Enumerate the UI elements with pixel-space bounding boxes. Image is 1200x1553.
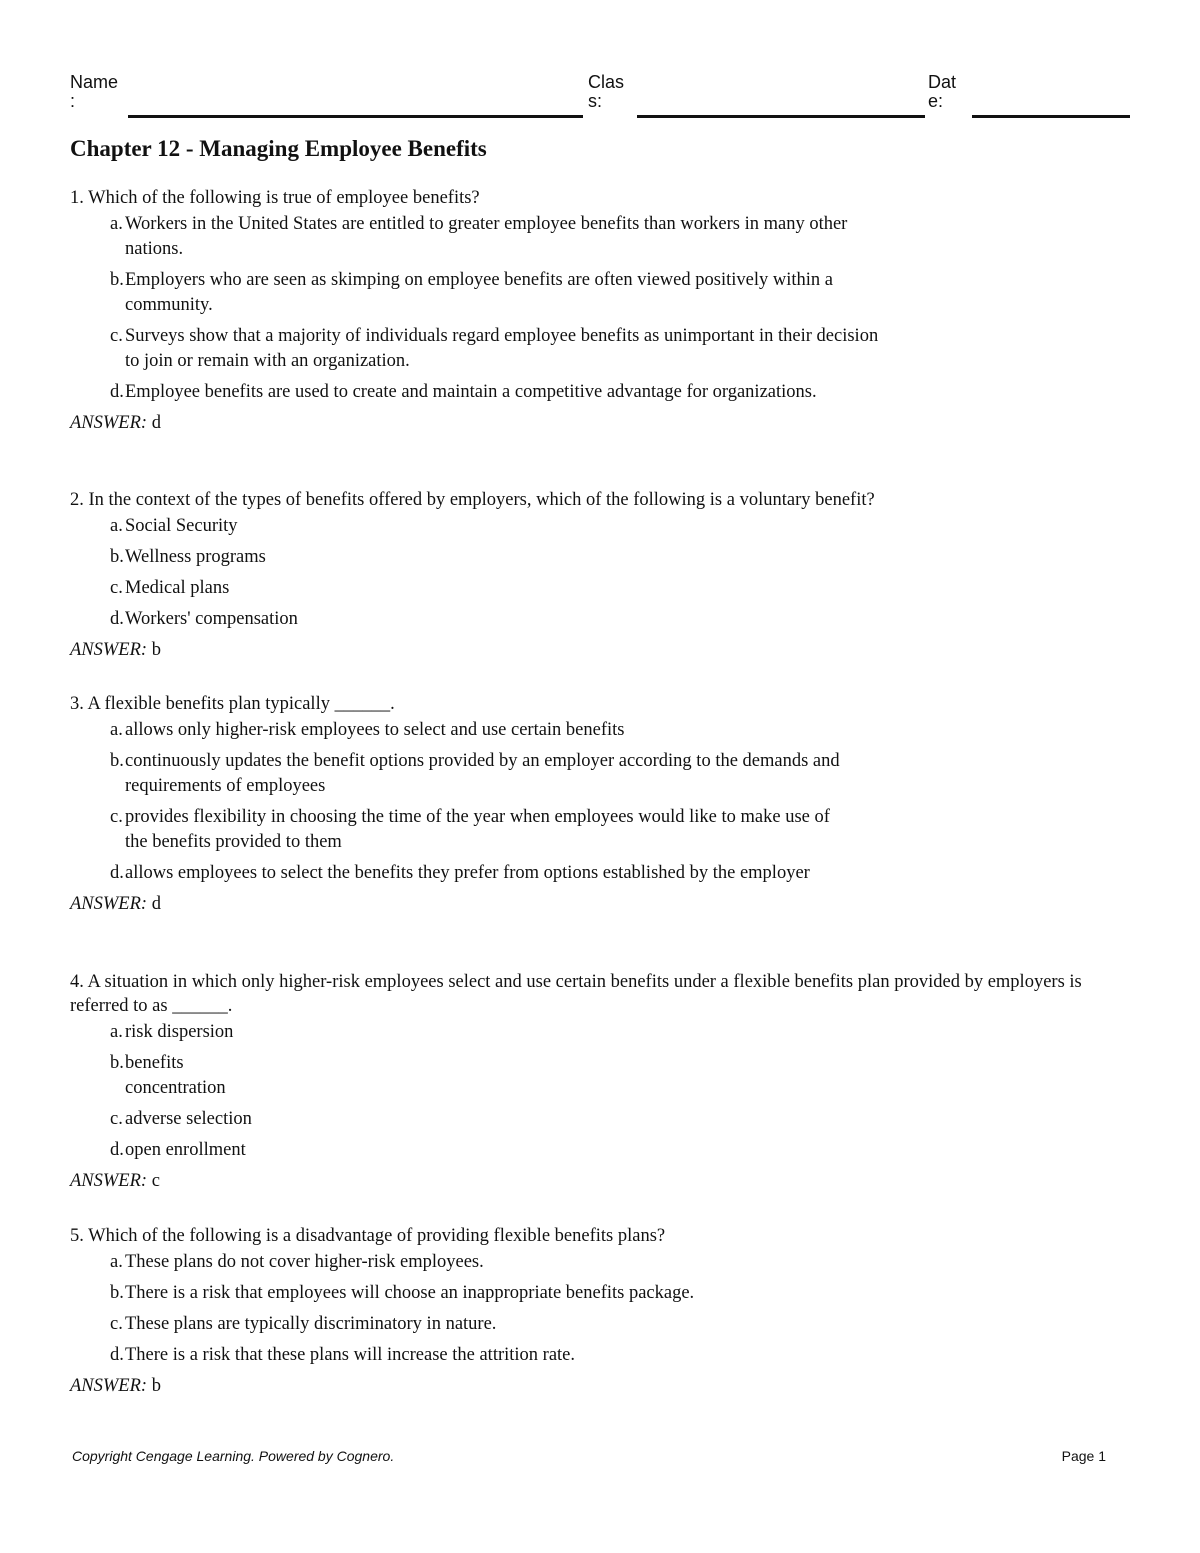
option-letter: a.: [110, 214, 123, 234]
option-letter: a.: [110, 1252, 123, 1272]
answer-option: [70, 1107, 1130, 1132]
option-text: risk dispersion: [125, 1022, 234, 1042]
question: [70, 186, 1130, 435]
option-letter: d.: [110, 609, 124, 629]
answer-option: [70, 607, 1130, 632]
option-letter: b.: [110, 547, 124, 567]
option-text: continuously updates the benefit options provided by an employer according to the demands and requirements of employees: [125, 751, 840, 796]
option-text: Employee benefits are used to create and maintain a competitive advantage for organizations.: [125, 382, 817, 402]
answer-value: d: [151, 894, 161, 914]
name-field-line[interactable]: [128, 115, 583, 118]
option-text: allows only higher-risk employees to select and use certain benefits: [125, 720, 625, 740]
answer-label: ANSWER:: [70, 413, 148, 433]
option-letter: a.: [110, 1022, 123, 1042]
question-stem: 5. Which of the following is a disadvantage of providing flexible benefits plans?: [70, 1226, 666, 1246]
option-letter: a.: [110, 720, 123, 740]
answer-value: b: [151, 1376, 161, 1396]
option-text: open enrollment: [125, 1140, 246, 1160]
answer-key: [70, 411, 1130, 435]
option-text: allows employees to select the benefits they prefer from options established by the employer: [125, 863, 810, 883]
name-label: Name :: [70, 72, 119, 111]
page-number: Page 1: [1061, 1448, 1106, 1464]
answer-option: [70, 1138, 1130, 1163]
option-letter: c.: [110, 807, 123, 827]
answer-value: d: [151, 413, 161, 433]
option-letter: b.: [110, 1053, 124, 1073]
answer-option: [70, 1250, 1130, 1275]
question-stem: 3. A flexible benefits plan typically ______.: [70, 694, 395, 714]
question: [70, 488, 1130, 662]
option-text: These plans do not cover higher-risk employees.: [125, 1252, 484, 1272]
option-letter: b.: [110, 1283, 124, 1303]
answer-key: [70, 1169, 1130, 1193]
option-text: Social Security: [125, 516, 238, 536]
option-text: There is a risk that these plans will increase the attrition rate.: [125, 1345, 576, 1365]
question-stem: 2. In the context of the types of benefits offered by employers, which of the following is a voluntary benefit?: [70, 490, 875, 510]
option-text: Workers in the United States are entitled to greater employee benefits than workers in many other nations.: [125, 214, 848, 259]
option-letter: b.: [110, 270, 124, 290]
option-text: provides flexibility in choosing the time of the year when employees would like to make use of the benefits provided to them: [125, 807, 830, 852]
option-letter: c.: [110, 1314, 123, 1334]
answer-option: [70, 1312, 1130, 1337]
question: [70, 1224, 1130, 1398]
answer-key: [70, 1374, 1130, 1398]
option-text: These plans are typically discriminatory in nature.: [125, 1314, 497, 1334]
answer-option: [70, 380, 825, 405]
date-field-line[interactable]: [972, 115, 1130, 118]
answer-label: ANSWER:: [70, 1171, 148, 1191]
answer-option: [70, 749, 855, 799]
answer-option: [70, 1051, 265, 1101]
option-letter: c.: [110, 1109, 123, 1129]
question: [70, 970, 1130, 1193]
answer-option: [70, 545, 1130, 570]
answer-option: [70, 805, 855, 855]
date-label: Dat e:: [928, 72, 957, 111]
answer-key: [70, 892, 1130, 916]
question-stem: 1. Which of the following is true of employee benefits?: [70, 188, 480, 208]
question: [70, 692, 1130, 916]
option-letter: d.: [110, 1140, 124, 1160]
option-letter: c.: [110, 578, 123, 598]
option-letter: b.: [110, 751, 124, 771]
page-title: Chapter 12 - Managing Employee Benefits: [70, 136, 487, 161]
answer-option: [70, 576, 1130, 601]
answer-option: [70, 1343, 1130, 1368]
answer-option: [70, 861, 855, 886]
answer-option: [70, 324, 885, 374]
answer-option: [70, 514, 1130, 539]
answer-label: ANSWER:: [70, 894, 148, 914]
answer-option: [70, 1281, 765, 1306]
option-text: benefits concentration: [125, 1053, 226, 1098]
answer-value: b: [151, 640, 161, 660]
answer-option: [70, 1020, 1130, 1045]
option-text: Surveys show that a majority of individuals regard employee benefits as unimportant in their decision to join or remain with an organization.: [125, 326, 879, 371]
answer-option: [70, 212, 885, 262]
option-text: Medical plans: [125, 578, 230, 598]
option-letter: a.: [110, 516, 123, 536]
option-letter: d.: [110, 1345, 124, 1365]
option-text: adverse selection: [125, 1109, 252, 1129]
answer-option: [70, 268, 885, 318]
answer-label: ANSWER:: [70, 1376, 148, 1396]
answer-key: [70, 638, 1130, 662]
option-text: There is a risk that employees will choose an inappropriate benefits package.: [125, 1283, 695, 1303]
answer-option: [70, 718, 885, 743]
option-text: Employers who are seen as skimping on employee benefits are often viewed positively within a community.: [125, 270, 833, 315]
question-stem: 4. A situation in which only higher-risk employees select and use certain benefits under a flexible benefits plan provided by employers is referred to as ______.: [70, 972, 1082, 1016]
class-field-line[interactable]: [637, 115, 925, 118]
option-text: Workers' compensation: [125, 609, 298, 629]
copyright-footer: Copyright Cengage Learning. Powered by Cognero.: [72, 1448, 395, 1464]
answer-label: ANSWER:: [70, 640, 148, 660]
option-text: Wellness programs: [125, 547, 266, 567]
answer-value: c: [151, 1171, 160, 1191]
option-letter: c.: [110, 326, 123, 346]
option-letter: d.: [110, 382, 124, 402]
option-letter: d.: [110, 863, 124, 883]
class-label: Clas s:: [588, 72, 625, 111]
